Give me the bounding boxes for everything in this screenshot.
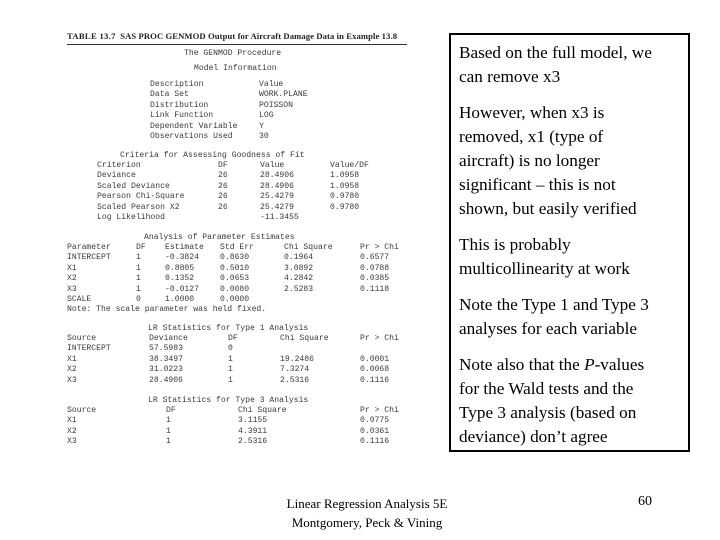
model-info-cell: Link Function (150, 111, 214, 121)
model-info-heading: Model Information (194, 64, 277, 73)
note-line (459, 353, 644, 377)
t1-cell: 31.0223 (149, 365, 183, 375)
gof-cell: 1.0958 (330, 171, 360, 181)
model-info-cell: Value (259, 80, 284, 89)
gof-cell: 26 (218, 202, 228, 212)
t1-cell: 0.1116 (360, 375, 390, 385)
pe-cell: 0.0080 (220, 284, 250, 294)
type1-heading: LR Statistics for Type 1 Analysis (148, 324, 309, 333)
t3-cell: 4.3911 (238, 426, 268, 436)
note-line: analyses for each variable (459, 319, 637, 338)
t3-cell: 1 (166, 426, 171, 436)
pe-cell: 0.6577 (360, 253, 390, 263)
pe-cell: -0.3824 (165, 253, 199, 263)
t3-cell: 0.1116 (360, 437, 390, 447)
pe-cell: 0.0000 (220, 295, 250, 304)
t1-cell: Pr > Chi (360, 334, 399, 343)
t3-cell: Pr > Chi (360, 406, 399, 415)
pe-cell: Chi Square (284, 243, 333, 252)
model-info-cell: Description (150, 80, 204, 89)
t1-cell: Deviance (149, 334, 188, 343)
note-line: can remove x3 (459, 67, 561, 86)
note-line: Type 3 analysis (based on (459, 403, 637, 422)
t1-cell: Source (67, 334, 97, 343)
pe-cell: 0.1118 (360, 284, 390, 294)
t1-cell: Chi Square (280, 334, 329, 343)
pe-cell: 0.1964 (284, 253, 314, 263)
pe-cell: X2 (67, 274, 77, 284)
pe-cell: X3 (67, 284, 77, 294)
note-multicollinearity (459, 233, 630, 281)
gof-cell: Scaled Deviance (97, 181, 170, 191)
t1-cell: 28.4906 (149, 375, 183, 385)
t3-cell: 0.0361 (360, 426, 390, 436)
t1-cell: 2.5316 (280, 375, 310, 385)
pe-cell: 1 (136, 274, 141, 284)
gof-cell: 26 (218, 171, 228, 181)
pe-cell: 1.0000 (165, 295, 195, 304)
t1-cell: 0.0001 (360, 354, 390, 364)
pe-cell: 0.8630 (220, 253, 250, 263)
note-line: Based on the full model, we (459, 43, 652, 62)
pe-cell: Estimate (165, 243, 204, 252)
t1-cell: 0.0068 (360, 365, 390, 375)
model-info-cell: Observations Used (150, 132, 233, 141)
pe-cell: Parameter (67, 243, 111, 252)
t1-cell: 1 (228, 354, 233, 364)
note-line: However, when x3 is (459, 103, 605, 122)
gof-cell: 28.4906 (260, 171, 294, 181)
t3-cell: 0.0775 (360, 416, 390, 426)
model-info-cell: 30 (259, 132, 269, 141)
model-info-cell: Data Set (150, 90, 189, 100)
t3-cell: Chi Square (238, 406, 287, 415)
note-line: Note the Type 1 and Type 3 (459, 295, 649, 314)
t3-cell: 3.1155 (238, 416, 268, 426)
t3-cell: 2.5316 (238, 437, 268, 447)
pe-cell: 0.5010 (220, 263, 250, 273)
gof-cell: Scaled Pearson X2 (97, 202, 180, 212)
gof-cell: Pearson Chi-Square (97, 192, 185, 202)
type3-heading: LR Statistics for Type 3 Analysis (148, 396, 309, 405)
gof-cell: 26 (218, 181, 228, 191)
model-info-cell: Distribution (150, 100, 209, 110)
pe-cell: DF (136, 243, 146, 252)
t1-cell: X2 (67, 365, 77, 375)
t3-cell: 1 (166, 437, 171, 447)
note-line: deviance) don’t agree (459, 427, 608, 446)
commentary-box (449, 33, 690, 452)
note-line: multicollinearity at work (459, 259, 630, 278)
gof-cell: Deviance (97, 171, 136, 181)
pe-heading: Analysis of Parameter Estimates (144, 233, 295, 242)
gof-cell: Criterion (97, 161, 141, 170)
t1-cell: 57.5983 (149, 344, 183, 354)
t3-cell: X1 (67, 416, 77, 426)
t3-cell: DF (166, 406, 176, 415)
t3-cell: X3 (67, 437, 77, 447)
model-info-cell: POISSON (259, 100, 293, 110)
pe-cell: Std Err (220, 243, 254, 252)
note-text: -values (594, 355, 645, 374)
note-line: for the Wald tests and the (459, 379, 634, 398)
footer-book-title: Linear Regression Analysis 5E (286, 496, 448, 511)
pe-note: Note: The scale parameter was held fixed. (67, 305, 267, 314)
pe-cell: 0.1352 (165, 274, 195, 284)
table-number: TABLE 13.7 (67, 31, 116, 41)
pe-cell: 1 (136, 284, 141, 294)
gof-cell: 28.4906 (260, 181, 294, 191)
t1-cell: 1 (228, 365, 233, 375)
table-title (67, 31, 397, 41)
t1-cell: X3 (67, 375, 77, 385)
t1-cell: 38.3497 (149, 354, 183, 364)
gof-cell: 25.4279 (260, 202, 294, 212)
gof-cell: Value/DF (330, 161, 369, 170)
note-text: Note also that the (459, 355, 585, 374)
pe-cell: 1 (136, 253, 141, 263)
pe-cell: 4.2842 (284, 274, 314, 284)
t3-cell: 1 (166, 416, 171, 426)
note-pvalues (459, 353, 644, 449)
pe-cell: 3.0892 (284, 263, 314, 273)
t1-cell: DF (228, 334, 238, 343)
page-number: 60 (638, 494, 652, 509)
p-symbol: P (584, 355, 595, 374)
note-type1-type3 (459, 293, 649, 341)
model-info-cell: Dependent Variable (150, 121, 238, 131)
pe-cell: -0.0127 (165, 284, 199, 294)
gof-cell: 0.9780 (330, 202, 360, 212)
pe-cell: 0.0385 (360, 274, 390, 284)
note-full-model (459, 41, 652, 89)
pe-cell: 1 (136, 263, 141, 273)
t1-cell: 0 (228, 344, 233, 354)
note-line: shown, but easily verified (459, 199, 637, 218)
t1-cell: 7.3274 (280, 365, 310, 375)
gof-cell: 26 (218, 192, 228, 202)
sas-output-table (62, 28, 448, 458)
gof-cell: 25.4279 (260, 192, 294, 202)
gof-cell: DF (218, 161, 228, 170)
model-info-cell: WORK.PLANE (259, 90, 308, 100)
gof-cell: 0.9780 (330, 192, 360, 202)
t1-cell: X1 (67, 354, 77, 364)
note-line: This is probably (459, 235, 571, 254)
footer-citation (262, 494, 472, 532)
pe-cell: INTERCEPT (67, 253, 111, 263)
footer-authors: Montgomery, Peck & Vining (291, 515, 443, 530)
model-info-cell: Y (259, 121, 264, 131)
pe-cell: Pr > Chi (360, 243, 399, 252)
gof-cell: Log Likelihood (97, 213, 165, 222)
t3-cell: Source (67, 406, 97, 415)
t1-cell: 1 (228, 375, 233, 385)
gof-cell: Value (260, 161, 285, 170)
procedure-name: The GENMOD Procedure (184, 49, 282, 58)
gof-cell: 1.0958 (330, 181, 360, 191)
note-line: removed, x1 (type of (459, 127, 604, 146)
table-caption: SAS PROC GENMOD Output for Aircraft Damage Data in Example 13.8 (120, 31, 398, 41)
t1-cell: INTERCEPT (67, 344, 111, 354)
note-line: aircraft) is no longer (459, 151, 600, 170)
t3-cell: X2 (67, 426, 77, 436)
note-line: significant – this is not (459, 175, 616, 194)
note-x3-removed (459, 101, 637, 221)
gof-heading: Criteria for Assessing Goodness of Fit (120, 151, 305, 160)
pe-cell: SCALE (67, 295, 92, 304)
pe-cell: 0.0653 (220, 274, 250, 284)
pe-cell: 2.5283 (284, 284, 314, 294)
pe-cell: X1 (67, 263, 77, 273)
pe-cell: 0.8805 (165, 263, 195, 273)
pe-cell: 0.0788 (360, 263, 390, 273)
title-rule (67, 44, 407, 45)
pe-cell: 0 (136, 295, 141, 304)
model-info-cell: LOG (259, 111, 274, 121)
t1-cell: 19.2486 (280, 354, 314, 364)
gof-cell: -11.3455 (260, 213, 299, 222)
